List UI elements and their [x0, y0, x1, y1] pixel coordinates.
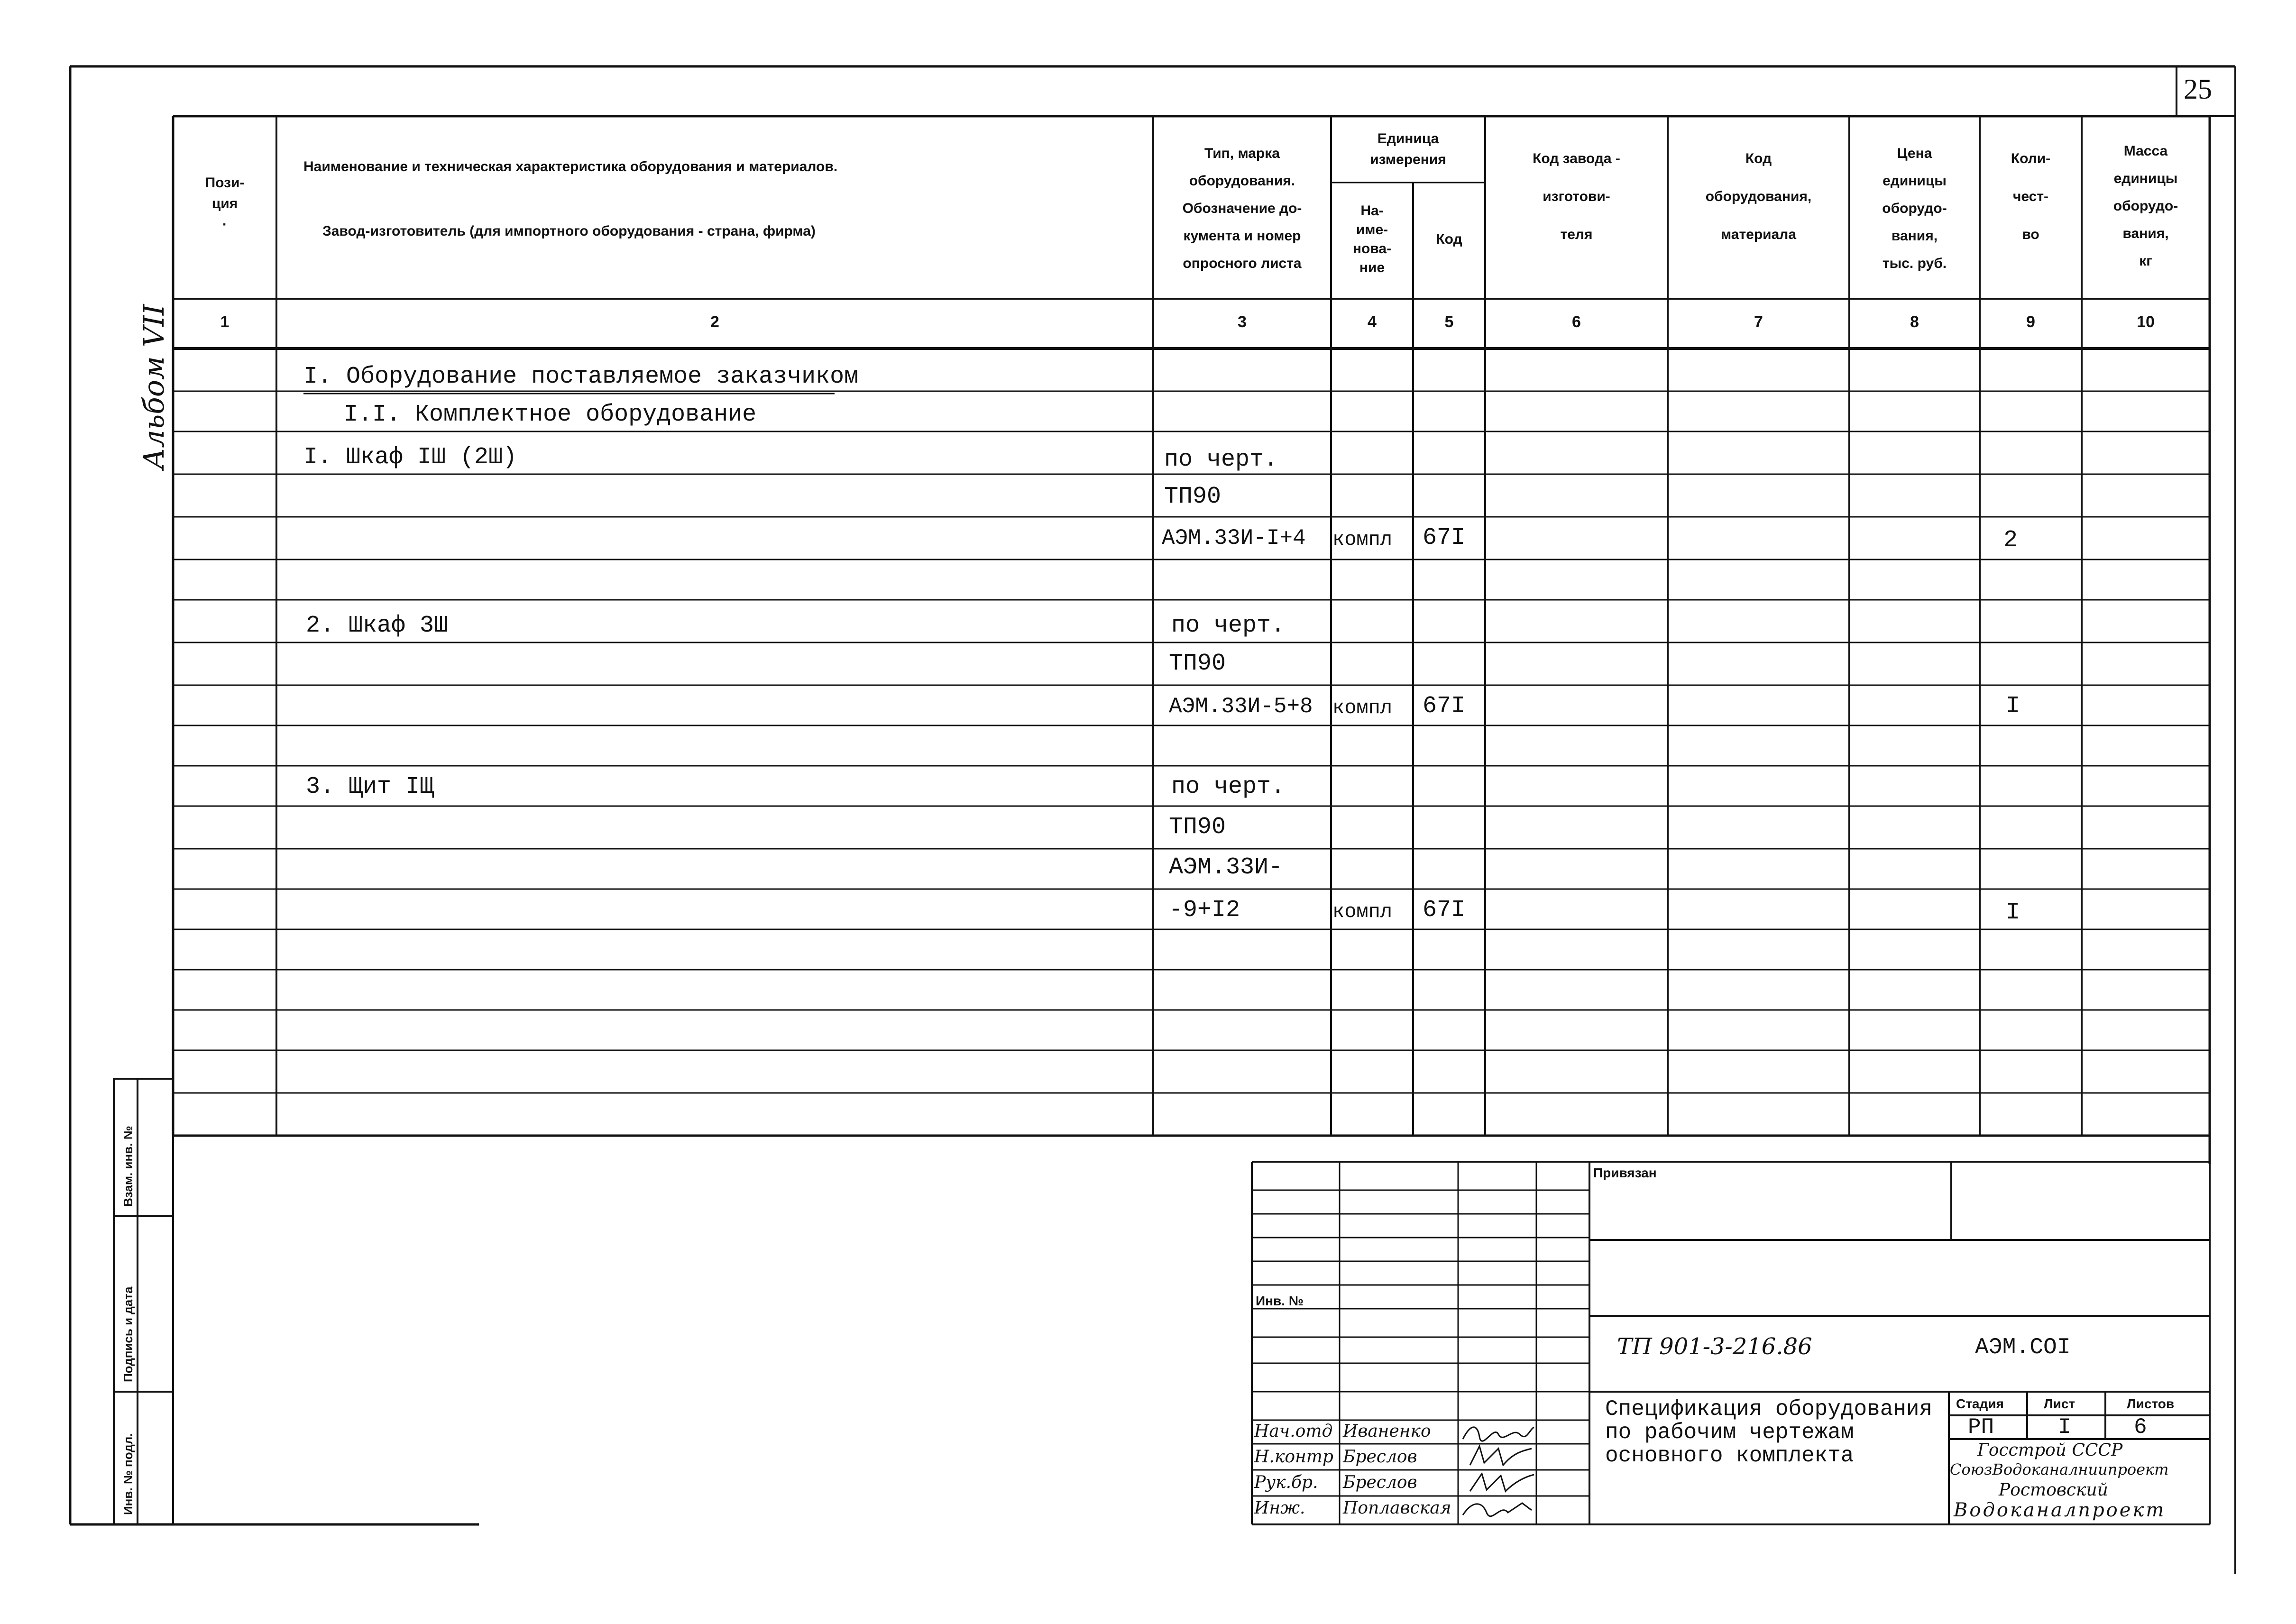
col-number-5: 5 [1444, 313, 1454, 331]
row-7-name: 2. Шкаф 3Ш [306, 612, 449, 639]
sheets-value: 6 [2134, 1415, 2147, 1440]
col-number-8: 8 [1910, 313, 1919, 331]
row-11-type: по черт. [1171, 773, 1286, 800]
col-number-7: 7 [1754, 313, 1763, 331]
sheet-label: Лист [2044, 1396, 2076, 1411]
sheets-label: Листов [2127, 1396, 2175, 1411]
header-col-2: Наименование и техническая характеристика оборудования и материалов. Завод-изготовитель (для импортного оборудования - страна, фирма) [303, 159, 838, 239]
col-number-2: 2 [710, 313, 719, 331]
row-3-name: I. Шкаф IШ (2Ш) [303, 444, 517, 471]
row-1-name: I. Оборудование поставляемое заказчиком [303, 363, 859, 390]
role-3: Рук.бр. [1254, 1473, 1318, 1492]
row-9-code: 67I [1423, 693, 1466, 720]
header-col-9: Коли- чест- во [2011, 151, 2051, 242]
row-8-type: ТП90 [1169, 650, 1226, 677]
header-col-5: Код [1436, 231, 1462, 247]
row-5-qty: 2 [2003, 527, 2018, 554]
header-col-6: Код завода - изготови- теля [1533, 151, 1620, 242]
header-col-4: На- име- нова- ние [1352, 203, 1392, 275]
row-3-type: по черт. [1164, 446, 1278, 473]
header-unit-group: Единица измерения [1370, 131, 1446, 167]
row-4-type: ТП90 [1164, 483, 1221, 510]
inv-no-label: Инв. № [1256, 1294, 1304, 1308]
stamp-podpis: Подпись и дата [121, 1286, 135, 1382]
signature-2 [1465, 1444, 1536, 1470]
org-line-3: Ростовский [1999, 1480, 2108, 1500]
doc-title-3: основного комплекта [1605, 1443, 1854, 1468]
row-14-unit: компл [1332, 900, 1393, 923]
header-col-1: Пози- ция · [205, 175, 245, 232]
org-line-2: СоюзВодоканалниипроект [1950, 1460, 2169, 1478]
doc-code: АЭМ.СОI [1975, 1335, 2071, 1360]
row-12-type: ТП90 [1169, 814, 1226, 841]
album-label: Альбом VII [138, 304, 171, 469]
doc-title-2: по рабочим чертежам [1605, 1420, 1854, 1445]
col-number-1: 1 [220, 313, 230, 331]
row-5-unit: компл [1332, 528, 1393, 551]
header-col-8: Цена единицы оборудо- вания, тыс. руб. [1882, 146, 1947, 271]
org-line-1: Госстрой СССР [1977, 1440, 2123, 1460]
name-3: Бреслов [1343, 1473, 1417, 1492]
project-code: ТП 901-3-216.86 [1617, 1333, 1812, 1360]
sheet-value: I [2058, 1415, 2071, 1440]
row-11-name: 3. Щит IЩ [306, 773, 434, 800]
role-2: Н.контр [1254, 1447, 1333, 1467]
row-13-type: АЭМ.33И- [1169, 854, 1283, 881]
row-2-name: I.I. Комплектное оборудование [344, 401, 757, 428]
row-14-qty: I [2006, 899, 2020, 926]
row-9-unit: компл [1332, 697, 1393, 719]
privyazan-label: Привязан [1593, 1165, 1657, 1180]
sheet-number: 25 [2184, 73, 2212, 105]
row-5-type: АЭМ.33И-I+4 [1162, 526, 1306, 551]
signature-1 [1460, 1420, 1536, 1444]
stage-value: РП [1968, 1415, 1994, 1440]
signature-3 [1465, 1470, 1536, 1496]
name-2: Бреслов [1343, 1447, 1417, 1467]
col-number-4: 4 [1368, 313, 1377, 331]
row-9-qty: I [2006, 693, 2020, 720]
stamp-inv-podl: Инв. № подл. [121, 1433, 135, 1515]
row-5-code: 67I [1423, 524, 1466, 551]
doc-title-1: Спецификация оборудования [1605, 1397, 1933, 1422]
signature-4 [1460, 1496, 1536, 1522]
stamp-vzam: Взам. инв. № [121, 1126, 135, 1207]
name-1: Иваненко [1343, 1422, 1431, 1441]
col-number-10: 10 [2137, 313, 2155, 331]
header-col-10: Масса единицы оборудо- вания, кг [2113, 143, 2178, 269]
header-col-7: Код оборудования, материала [1705, 151, 1812, 242]
role-4: Инж. [1254, 1498, 1305, 1518]
col-number-3: 3 [1238, 313, 1247, 331]
row-14-type: -9+I2 [1169, 897, 1240, 924]
row-9-type: АЭМ.33И-5+8 [1169, 694, 1313, 719]
col-number-6: 6 [1572, 313, 1581, 331]
row-7-type: по черт. [1171, 612, 1286, 639]
org-line-4: Водоканалпроект [1954, 1499, 2166, 1521]
name-4: Поплавская [1343, 1498, 1451, 1518]
header-col-3: Тип, марка оборудования. Обозначение до- кумента и номер опросного листа [1182, 146, 1302, 271]
role-1: Нач.отд [1254, 1422, 1333, 1441]
stage-label: Стадия [1956, 1396, 2004, 1411]
row-14-code: 67I [1423, 897, 1466, 924]
col-number-9: 9 [2026, 313, 2035, 331]
